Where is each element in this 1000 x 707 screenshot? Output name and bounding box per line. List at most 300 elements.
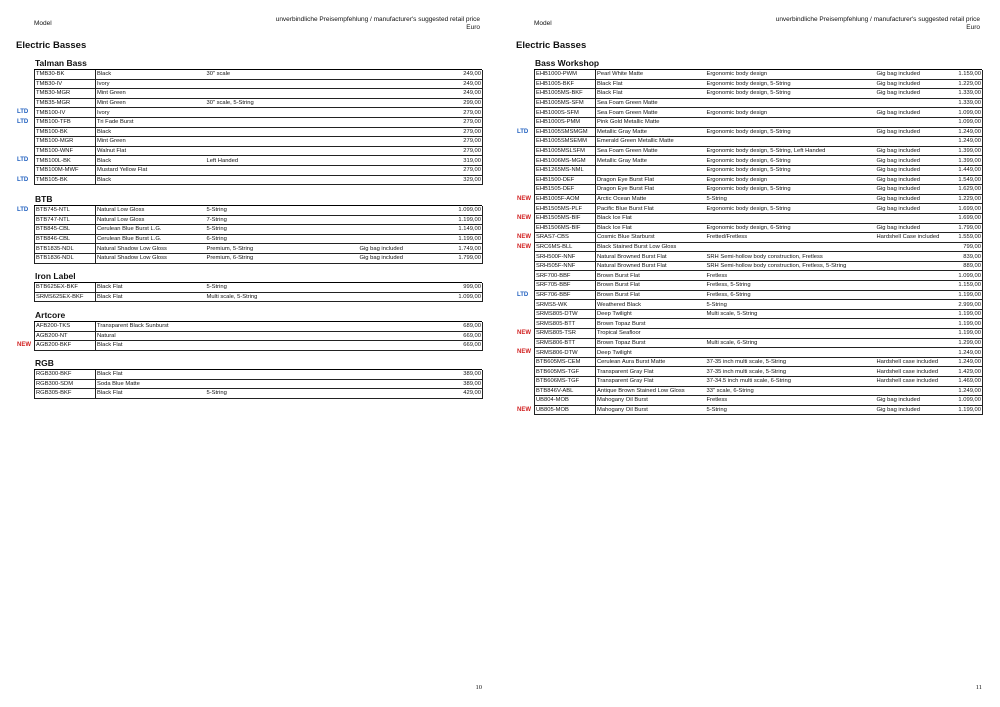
price-cell: 249,00 xyxy=(424,89,483,99)
accessory-cell xyxy=(876,338,931,348)
table-row xyxy=(535,70,983,79)
model-code: SRMS805-TSR xyxy=(536,330,576,337)
new-badge: NEW xyxy=(517,330,531,337)
new-badge: NEW xyxy=(517,349,531,356)
series-block xyxy=(17,310,482,351)
accessory-cell xyxy=(359,292,424,302)
table-row xyxy=(35,244,483,254)
accessory-cell: Gig bag included xyxy=(876,194,931,204)
accessory-cell: Gig bag included xyxy=(876,79,931,89)
catalog-page-right xyxy=(500,0,1000,707)
spec-cell: Fretless xyxy=(706,396,876,406)
accessory-cell xyxy=(359,117,424,127)
model-header: Model xyxy=(534,20,552,27)
spec-cell: SRH Semi-hollow body construction, Fretless, 5-String xyxy=(706,261,876,271)
model-code: BTB747-NTL xyxy=(36,216,70,223)
model-code: EHB1005MSLSFM xyxy=(536,148,585,155)
model-code: BTB745-NTL xyxy=(36,207,70,214)
model-cell xyxy=(517,329,596,339)
spec-cell: 5-String xyxy=(206,283,359,292)
price-cell: 249,00 xyxy=(424,79,483,89)
spec-cell: Ergonomic body design, 6-String xyxy=(706,156,876,166)
table-row xyxy=(35,292,483,302)
series-title: Iron Label xyxy=(34,271,482,283)
accessory-cell: Gig bag included xyxy=(876,70,931,79)
model-code: TMB35-MGR xyxy=(36,100,71,107)
spec-cell: 30" scale, 5-String xyxy=(206,98,359,108)
model-cell xyxy=(535,261,596,271)
model-code: RGB305-BKF xyxy=(36,390,72,397)
spec-cell: 37-34.5 inch multi scale, 6-String xyxy=(706,377,876,387)
price-cell: 1.429,00 xyxy=(931,367,983,377)
model-cell xyxy=(535,137,596,147)
price-cell: 1.199,00 xyxy=(931,290,983,300)
table-row xyxy=(535,89,983,99)
price-cell: 669,00 xyxy=(424,331,483,341)
model-cell xyxy=(535,117,596,127)
price-cell: 1.699,00 xyxy=(931,204,983,214)
model-code: EHB1505-DEF xyxy=(536,186,575,193)
model-cell xyxy=(535,281,596,291)
accessory-cell xyxy=(359,331,424,341)
finish-cell: Natural Browned Burst Flat xyxy=(596,252,706,262)
price-cell: 889,00 xyxy=(931,261,983,271)
spec-cell xyxy=(706,319,876,329)
table-row xyxy=(535,290,983,300)
table-row xyxy=(535,338,983,348)
spec-cell: Ergonomic body design, 5-String xyxy=(706,79,876,89)
ltd-badge: LTD xyxy=(17,118,29,125)
price-cell: 689,00 xyxy=(424,322,483,331)
accessory-cell xyxy=(876,213,931,223)
accessory-cell xyxy=(359,283,424,292)
spec-cell: Ergonomic body design, 5-String xyxy=(706,127,876,137)
series-title: Artcore xyxy=(34,310,482,322)
price-cell: 1.199,00 xyxy=(931,405,983,415)
finish-cell: Cosmic Blue Starburst xyxy=(596,233,706,243)
accessory-cell xyxy=(359,215,424,225)
accessory-cell xyxy=(359,389,424,399)
finish-cell: Pink Gold Metallic Matte xyxy=(596,117,706,127)
model-code: EHB1000S-SFM xyxy=(536,109,579,116)
price-cell: 299,00 xyxy=(424,98,483,108)
table-row xyxy=(535,108,983,118)
table-row xyxy=(35,79,483,89)
table-row xyxy=(535,357,983,367)
accessory-cell: Gig bag included xyxy=(876,223,931,233)
spec-cell xyxy=(706,137,876,147)
price-cell: 1.229,00 xyxy=(931,79,983,89)
table-row xyxy=(35,331,483,341)
finish-cell: Dragon Eye Burst Flat xyxy=(596,175,706,185)
table-row xyxy=(535,185,983,195)
model-code: AGB200-NT xyxy=(36,332,68,339)
table-row xyxy=(535,271,983,281)
series-title: Bass Workshop xyxy=(534,58,982,70)
new-badge: NEW xyxy=(517,195,531,202)
finish-cell: Natural Low Gloss xyxy=(96,215,206,225)
table-row xyxy=(535,165,983,175)
spec-cell: 5-String xyxy=(706,300,876,310)
model-cell xyxy=(535,156,596,166)
model-cell xyxy=(35,331,96,341)
model-code: EHB1000-PWM xyxy=(536,71,577,78)
finish-cell: Antique Brown Stained Low Gloss xyxy=(596,386,706,396)
table-row xyxy=(535,213,983,223)
model-code: RGB300-BKF xyxy=(36,371,72,378)
series-block xyxy=(17,194,482,264)
ltd-badge: LTD xyxy=(517,291,529,298)
model-cell xyxy=(17,108,96,118)
model-cell xyxy=(35,225,96,235)
spec-cell: Fretted/Fretless xyxy=(706,233,876,243)
model-cell xyxy=(535,386,596,396)
table-row xyxy=(35,127,483,137)
spec-cell xyxy=(706,117,876,127)
model-code: UB805-MOB xyxy=(536,407,569,414)
accessory-cell: Hardshell case included xyxy=(876,359,939,366)
spec-cell: Ergonomic body design xyxy=(706,175,876,185)
new-badge: NEW xyxy=(517,243,531,250)
accessory-cell xyxy=(876,271,931,281)
price-cell: 1.099,00 xyxy=(931,108,983,118)
price-cell: 279,00 xyxy=(424,117,483,127)
accessory-cell: Gig bag included xyxy=(876,156,931,166)
table-row xyxy=(35,70,483,79)
accessory-cell xyxy=(876,329,931,339)
series-title: Talman Bass xyxy=(34,58,482,70)
price-cell: 1.199,00 xyxy=(931,329,983,339)
price-table xyxy=(17,70,483,185)
model-code: BTB606MS-TGF xyxy=(536,378,580,385)
model-cell xyxy=(535,367,596,377)
accessory-cell: Gig bag included xyxy=(876,127,931,137)
spec-cell: Multi scale, 5-String xyxy=(206,292,359,302)
finish-cell: Brown Burst Flat xyxy=(596,290,706,300)
accessory-cell xyxy=(359,89,424,99)
finish-cell: Deep Twilight xyxy=(596,309,706,319)
ltd-badge: LTD xyxy=(17,109,29,116)
spec-cell xyxy=(206,108,359,118)
accessory-cell: Gig bag included xyxy=(876,405,931,415)
finish-cell: Black Flat xyxy=(596,89,706,99)
model-cell xyxy=(535,185,596,195)
table-row xyxy=(535,281,983,291)
table-row xyxy=(535,194,983,204)
series-block xyxy=(34,271,482,302)
price-cell: 1.199,00 xyxy=(931,319,983,329)
price-cell: 1.159,00 xyxy=(931,281,983,291)
model-cell xyxy=(535,146,596,156)
accessory-cell xyxy=(359,206,424,215)
finish-cell: Black xyxy=(96,156,206,166)
price-cell: 1.749,00 xyxy=(424,244,483,254)
model-code: EHB1505MS-BIF xyxy=(536,215,581,222)
model-code: BTB1835-NDL xyxy=(36,245,74,252)
price-cell: 329,00 xyxy=(424,175,483,185)
accessory-cell xyxy=(876,348,931,358)
model-code: BTB1836-NDL xyxy=(36,255,74,262)
model-cell xyxy=(535,271,596,281)
spec-cell: 37-35 inch multi scale, 5-String xyxy=(706,367,876,377)
spec-cell xyxy=(206,165,359,175)
table-row xyxy=(35,341,483,351)
price-cell: 1.099,00 xyxy=(424,206,483,215)
model-cell xyxy=(517,290,596,300)
model-code: EHB1265MS-NML xyxy=(536,167,584,174)
price-cell: 1.449,00 xyxy=(931,165,983,175)
accessory-cell xyxy=(359,175,424,185)
accessory-cell xyxy=(876,281,931,291)
model-code: SRH505F-NNF xyxy=(536,263,576,270)
finish-cell: Black Flat xyxy=(96,370,206,379)
table-row xyxy=(35,370,483,379)
price-table xyxy=(17,322,483,351)
model-code: EHB1005F-AOM xyxy=(536,196,580,203)
table-row xyxy=(535,386,983,396)
finish-cell: Black Flat xyxy=(96,292,206,302)
table-row xyxy=(535,98,983,108)
spec-cell xyxy=(206,370,359,379)
table-row xyxy=(535,377,983,387)
price-cell: 1.099,00 xyxy=(931,271,983,281)
accessory-cell xyxy=(876,319,931,329)
accessory-cell xyxy=(876,309,931,319)
model-code: SRMS805-BTT xyxy=(536,320,576,327)
price-cell: 1.159,00 xyxy=(931,70,983,79)
price-cell: 1.559,00 xyxy=(931,233,983,243)
model-code: TMB105-BK xyxy=(36,176,68,183)
price-cell: 279,00 xyxy=(424,165,483,175)
price-cell: 2.999,00 xyxy=(931,300,983,310)
accessory-cell: Hardshell case included xyxy=(876,378,939,385)
finish-cell: Mint Green xyxy=(96,98,206,108)
model-cell xyxy=(535,338,596,348)
spec-cell: Fretless, 5-String xyxy=(706,281,876,291)
finish-cell: Natural Browned Burst Flat xyxy=(596,261,706,271)
spec-cell: 30" scale xyxy=(206,70,359,79)
spec-cell xyxy=(206,117,359,127)
accessory-cell: Hardshell Case included xyxy=(876,234,940,241)
model-cell xyxy=(517,242,596,252)
finish-cell: Weathered Black xyxy=(596,300,706,310)
price-cell: 1.469,00 xyxy=(931,377,983,387)
model-code: EHB1005MS-SFM xyxy=(536,100,584,107)
accessory-cell xyxy=(359,79,424,89)
finish-cell: Dragon Eye Burst Flat xyxy=(596,185,706,195)
model-code: SRH500F-NNF xyxy=(536,253,576,260)
model-cell xyxy=(35,379,96,389)
table-row xyxy=(535,127,983,137)
spec-cell: 5-String xyxy=(706,194,876,204)
price-cell: 279,00 xyxy=(424,146,483,156)
model-code: EHB1506MS-BIF xyxy=(536,224,581,231)
finish-cell: Sea Foam Green Matte xyxy=(596,98,706,108)
accessory-cell xyxy=(359,234,424,244)
table-row xyxy=(35,175,483,185)
page-number: 11 xyxy=(975,684,982,691)
model-cell xyxy=(35,370,96,379)
finish-cell: Black Flat xyxy=(96,389,206,399)
price-cell: 1.799,00 xyxy=(424,253,483,263)
finish-cell: Walnut Flat xyxy=(96,146,206,156)
accessory-cell: Gig bag included xyxy=(876,165,931,175)
ltd-badge: LTD xyxy=(17,176,29,183)
model-code: TMB30-IV xyxy=(36,80,63,87)
new-badge: NEW xyxy=(17,342,31,349)
model-code: TMB100-WNF xyxy=(36,148,74,155)
spec-cell: 5-String xyxy=(206,225,359,235)
price-cell: 1.249,00 xyxy=(931,348,983,358)
accessory-cell xyxy=(359,98,424,108)
model-code: UB804-MOB xyxy=(536,397,569,404)
price-cell: 389,00 xyxy=(424,379,483,389)
accessory-cell: Gig bag included xyxy=(876,146,931,156)
price-cell: 279,00 xyxy=(424,137,483,147)
spec-cell: Ergonomic body design, 5-String xyxy=(706,204,876,214)
accessory-cell: Hardshell case included xyxy=(876,368,939,375)
model-cell xyxy=(35,292,96,302)
table-row xyxy=(535,175,983,185)
model-code: RGB300-SDM xyxy=(36,380,74,387)
model-code: BTB846V-ABL xyxy=(536,387,574,394)
model-code: TMB100-TFB xyxy=(36,119,71,126)
finish-cell: Black xyxy=(96,70,206,79)
spec-cell: Ergonomic body design xyxy=(706,70,876,79)
finish-cell: Mint Green xyxy=(96,89,206,99)
spec-cell xyxy=(206,127,359,137)
model-cell xyxy=(517,213,596,223)
model-code: EHB1000S-PMM xyxy=(536,119,581,126)
finish-cell: Pearl White Matte xyxy=(596,70,706,79)
series-block xyxy=(517,58,982,415)
price-cell: 1.099,00 xyxy=(931,396,983,406)
price-cell: 1.399,00 xyxy=(931,156,983,166)
model-code: BTB605MS-CEM xyxy=(536,359,581,366)
spec-cell: SRH Semi-hollow body construction, Fretless xyxy=(706,252,876,262)
finish-cell: Emerald Green Metallic Matte xyxy=(596,137,706,147)
model-cell xyxy=(517,233,596,243)
model-cell xyxy=(17,156,96,166)
table-row xyxy=(35,89,483,99)
model-cell xyxy=(35,244,96,254)
table-row xyxy=(535,146,983,156)
model-cell xyxy=(35,89,96,99)
finish-cell: Metallic Gray Matte xyxy=(596,127,706,137)
finish-cell: Natural Shadow Low Gloss xyxy=(96,253,206,263)
table-row xyxy=(35,156,483,166)
price-cell: 1.199,00 xyxy=(424,215,483,225)
finish-cell: Sea Foam Green Matte xyxy=(596,146,706,156)
accessory-cell xyxy=(359,108,424,118)
price-table xyxy=(517,70,983,415)
price-cell: 1.339,00 xyxy=(931,98,983,108)
model-code: EHB1005MS-BKF xyxy=(536,90,583,97)
accessory-cell xyxy=(876,300,931,310)
accessory-cell xyxy=(876,290,931,300)
finish-cell: Deep Twilight xyxy=(596,348,706,358)
series-title: RGB xyxy=(34,358,482,370)
model-cell xyxy=(35,253,96,263)
spec-cell xyxy=(706,329,876,339)
accessory-cell xyxy=(359,370,424,379)
spec-cell xyxy=(706,242,876,252)
table-row xyxy=(535,223,983,233)
spec-cell xyxy=(206,379,359,389)
model-code: AFB200-TKS xyxy=(36,323,71,330)
table-row xyxy=(535,117,983,127)
model-code: TMB30-MGR xyxy=(36,90,71,97)
model-code: SRF705-BBF xyxy=(536,282,571,289)
table-row xyxy=(35,165,483,175)
accessory-cell: Gig bag included xyxy=(876,204,931,214)
model-code: TMB30-BK xyxy=(36,71,65,78)
spec-cell: 7-String xyxy=(206,215,359,225)
price-cell: 1.199,00 xyxy=(424,234,483,244)
model-code: SRF700-BBF xyxy=(536,272,571,279)
accessory-cell xyxy=(876,242,931,252)
model-cell xyxy=(535,377,596,387)
price-header-line2: Euro xyxy=(966,24,980,31)
finish-cell: Mustard Yellow Flat xyxy=(96,165,206,175)
finish-cell: Natural Low Gloss xyxy=(96,206,206,215)
table-row xyxy=(535,319,983,329)
price-cell: 1.249,00 xyxy=(931,137,983,147)
finish-cell: Black Flat xyxy=(96,341,206,351)
finish-cell: Brown Burst Flat xyxy=(596,281,706,291)
finish-cell: Transparent Gray Flat xyxy=(596,367,706,377)
spec-cell xyxy=(206,79,359,89)
finish-cell: Ivory xyxy=(96,108,206,118)
finish-cell: Ivory xyxy=(96,79,206,89)
table-row xyxy=(535,396,983,406)
accessory-cell: Gig bag included xyxy=(876,185,931,195)
spec-cell: Ergonomic body design xyxy=(706,108,876,118)
model-cell xyxy=(35,79,96,89)
finish-cell: Sea Foam Green Matte xyxy=(596,108,706,118)
accessory-cell xyxy=(359,341,424,351)
new-badge: NEW xyxy=(517,214,531,221)
model-cell xyxy=(17,341,96,351)
finish-cell: Tri Fade Burst xyxy=(96,117,206,127)
finish-cell: Tropical Seafloor xyxy=(596,329,706,339)
spec-cell xyxy=(206,137,359,147)
spec-cell: Fretless, 6-String xyxy=(706,290,876,300)
price-cell: 249,00 xyxy=(424,70,483,79)
finish-cell: Cerulean Blue Burst L.G. xyxy=(96,234,206,244)
model-code: BTB625EX-BKF xyxy=(36,284,78,291)
finish-cell: Metallic Gray Matte xyxy=(596,156,706,166)
price-header xyxy=(776,16,980,32)
spec-cell xyxy=(706,213,876,223)
ltd-badge: LTD xyxy=(517,128,529,135)
table-row xyxy=(535,137,983,147)
model-code: SRMS806-BTT xyxy=(536,339,576,346)
spec-cell: Multi scale, 5-String xyxy=(706,309,876,319)
spec-cell xyxy=(206,175,359,185)
finish-cell: Soda Blue Matte xyxy=(96,379,206,389)
model-code: EHB1505MS-PLF xyxy=(536,205,583,212)
model-cell xyxy=(535,309,596,319)
model-cell xyxy=(35,322,96,331)
price-cell: 669,00 xyxy=(424,341,483,351)
model-cell xyxy=(535,300,596,310)
model-cell xyxy=(35,234,96,244)
model-code: TMB100M-MWF xyxy=(36,167,79,174)
price-cell: 1.549,00 xyxy=(931,175,983,185)
model-code: SRMS806-DTW xyxy=(536,349,578,356)
model-code: SRMS805-DTW xyxy=(536,311,578,318)
